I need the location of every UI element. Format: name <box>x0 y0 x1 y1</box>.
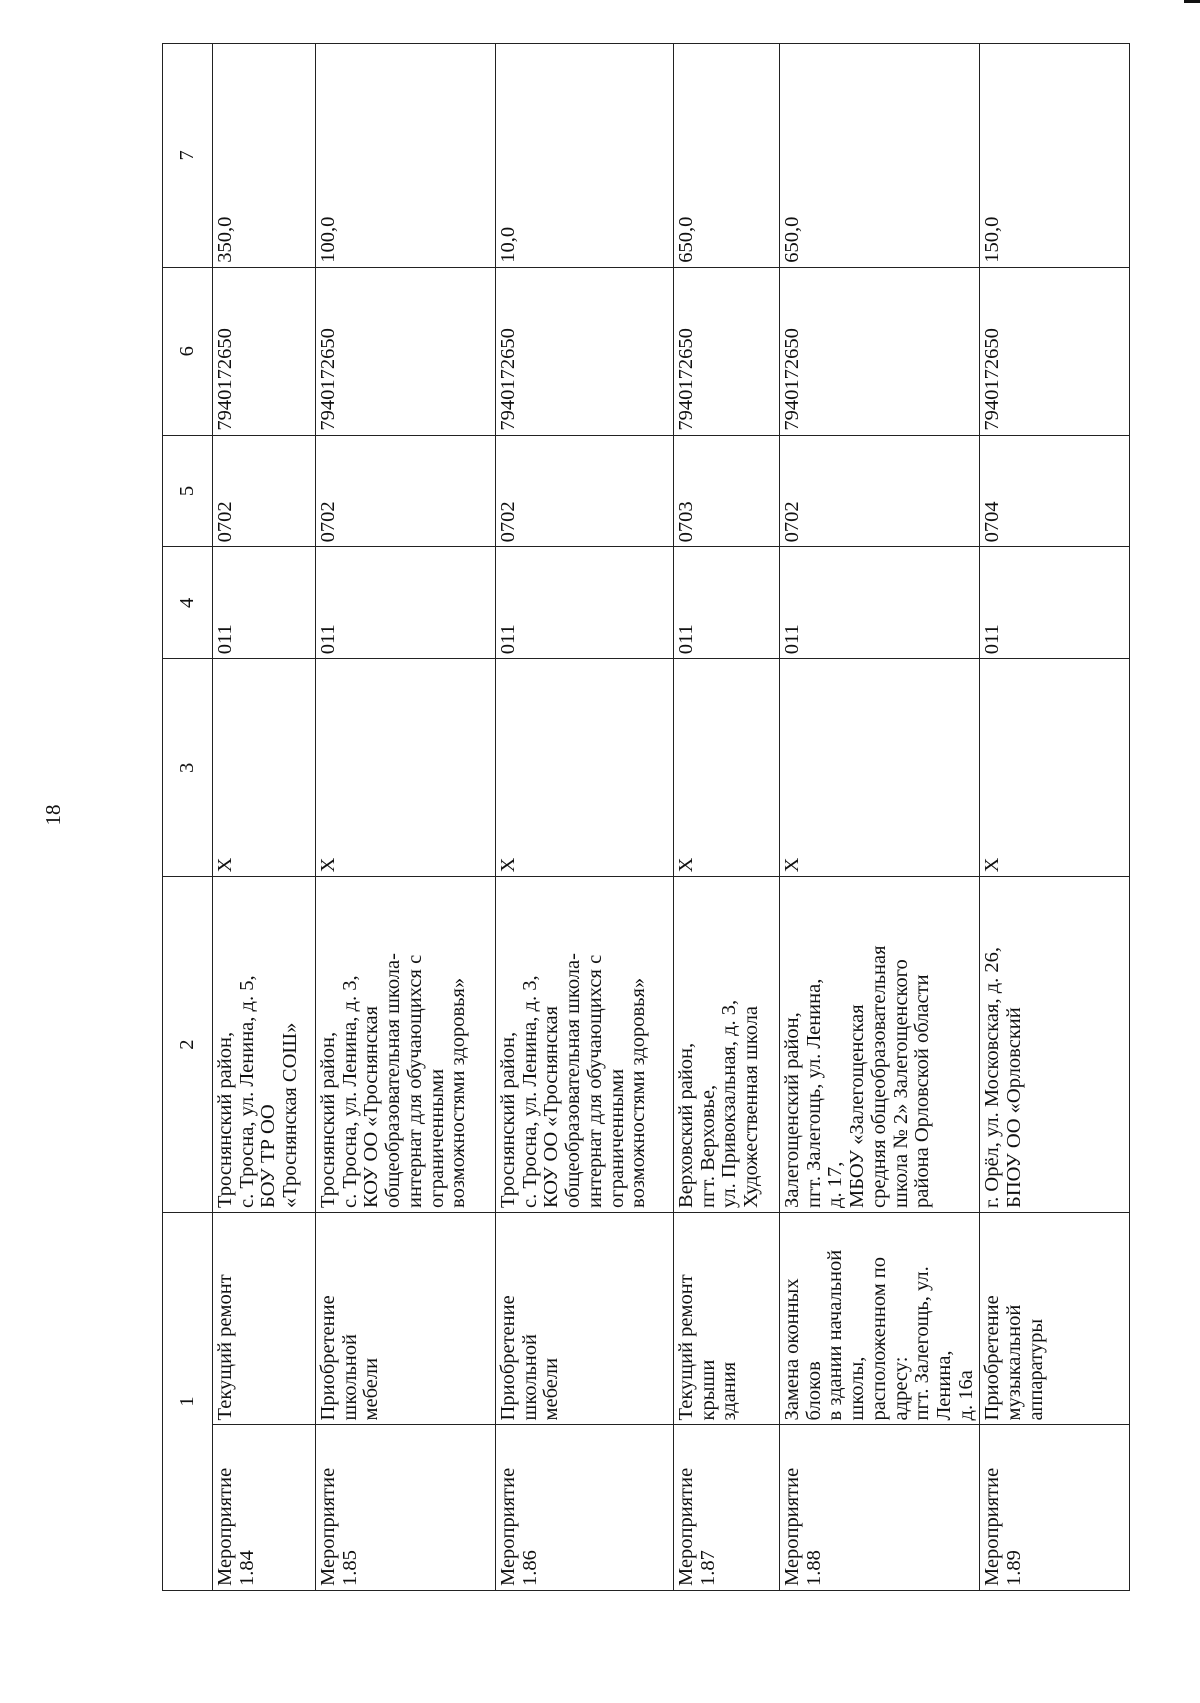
address-cell: Троснянский район, с. Тросна, ул. Ленина, д. 5, БОУ ТР ОО «Троснянская СОШ» <box>213 877 316 1213</box>
code-cell: 011 <box>213 547 316 659</box>
header-col-2: 2 <box>163 877 213 1213</box>
code-cell: 011 <box>980 547 1130 659</box>
target-code-cell: 7940172650 <box>980 267 1130 435</box>
event-id-cell: Мероприятие 1.89 <box>980 1425 1130 1591</box>
event-id-cell: Мероприятие 1.86 <box>496 1425 674 1591</box>
address-cell: Троснянский район, с. Тросна, ул. Ленина, д. 3, КОУ ОО «Троснянская общеобразовательная школа- интернат для обучающихся с ограниченными возможностями здоровья» <box>496 877 674 1213</box>
event-id-cell: Мероприятие 1.87 <box>674 1425 780 1591</box>
table-row <box>213 44 316 1591</box>
code-cell: 011 <box>316 547 496 659</box>
amount-cell: 350,0 <box>213 44 316 268</box>
section-cell: 0702 <box>780 435 980 547</box>
mark-cell: Х <box>980 659 1130 877</box>
section-cell: 0703 <box>674 435 780 547</box>
amount-cell: 100,0 <box>316 44 496 268</box>
section-cell: 0702 <box>213 435 316 547</box>
mark-cell: Х <box>674 659 780 877</box>
section-cell: 0702 <box>496 435 674 547</box>
amount-cell: 10,0 <box>496 44 674 268</box>
target-code-cell: 7940172650 <box>674 267 780 435</box>
address-cell: г. Орёл, ул. Московская, д. 26, БПОУ ОО «Орловский <box>980 877 1130 1213</box>
table-header-row <box>163 44 213 1591</box>
event-name-cell: Приобретение музыкальной аппаратуры <box>980 1212 1130 1425</box>
event-name-cell: Приобретение школьной мебели <box>496 1212 674 1425</box>
amount-cell: 650,0 <box>780 44 980 268</box>
amount-cell: 650,0 <box>674 44 780 268</box>
scan-edge-mark <box>1184 0 1200 3</box>
budget-table <box>162 43 1130 1591</box>
event-id-cell: Мероприятие 1.88 <box>780 1425 980 1591</box>
code-cell: 011 <box>780 547 980 659</box>
table-row <box>496 44 674 1591</box>
table-row <box>316 44 496 1591</box>
address-cell: Залегощенский район, пгт. Залегощь, ул. Ленина, д. 17, МБОУ «Залегощенская средняя общеобразовательная школа № 2» Залегощенского района Орловской области <box>780 877 980 1213</box>
code-cell: 011 <box>496 547 674 659</box>
target-code-cell: 7940172650 <box>316 267 496 435</box>
code-cell: 011 <box>674 547 780 659</box>
target-code-cell: 7940172650 <box>213 267 316 435</box>
header-col-4: 4 <box>163 547 213 659</box>
event-name-cell: Текущий ремонт <box>213 1212 316 1425</box>
header-col-3: 3 <box>163 659 213 877</box>
event-name-cell: Текущий ремонт крыши здания <box>674 1212 780 1425</box>
mark-cell: Х <box>316 659 496 877</box>
mark-cell: Х <box>213 659 316 877</box>
mark-cell: Х <box>780 659 980 877</box>
page-number: 18 <box>41 804 65 826</box>
event-id-cell: Мероприятие 1.84 <box>213 1425 316 1591</box>
header-col-7: 7 <box>163 44 213 268</box>
address-cell: Троснянский район, с. Тросна, ул. Ленина, д. 3, КОУ ОО «Троснянская общеобразовательная школа- интернат для обучающихся с ограниченными возможностями здоровья» <box>316 877 496 1213</box>
event-name-cell: Замена оконных блоков в здании начальной школы, расположенном по адресу: пгт. Залегощь, ул. Ленина, д. 16а <box>780 1212 980 1425</box>
section-cell: 0702 <box>316 435 496 547</box>
table-row <box>674 44 780 1591</box>
target-code-cell: 7940172650 <box>780 267 980 435</box>
event-name-cell: Приобретение школьной мебели <box>316 1212 496 1425</box>
header-col-5: 5 <box>163 435 213 547</box>
mark-cell: Х <box>496 659 674 877</box>
table-row <box>980 44 1130 1591</box>
amount-cell: 150,0 <box>980 44 1130 268</box>
event-id-cell: Мероприятие 1.85 <box>316 1425 496 1591</box>
header-col-1: 1 <box>163 1212 213 1590</box>
table-row <box>780 44 980 1591</box>
target-code-cell: 7940172650 <box>496 267 674 435</box>
address-cell: Верховский район, пгт. Верховье, ул. Привокзальная, д. 3, Художественная школа <box>674 877 780 1213</box>
section-cell: 0704 <box>980 435 1130 547</box>
header-col-6: 6 <box>163 267 213 435</box>
